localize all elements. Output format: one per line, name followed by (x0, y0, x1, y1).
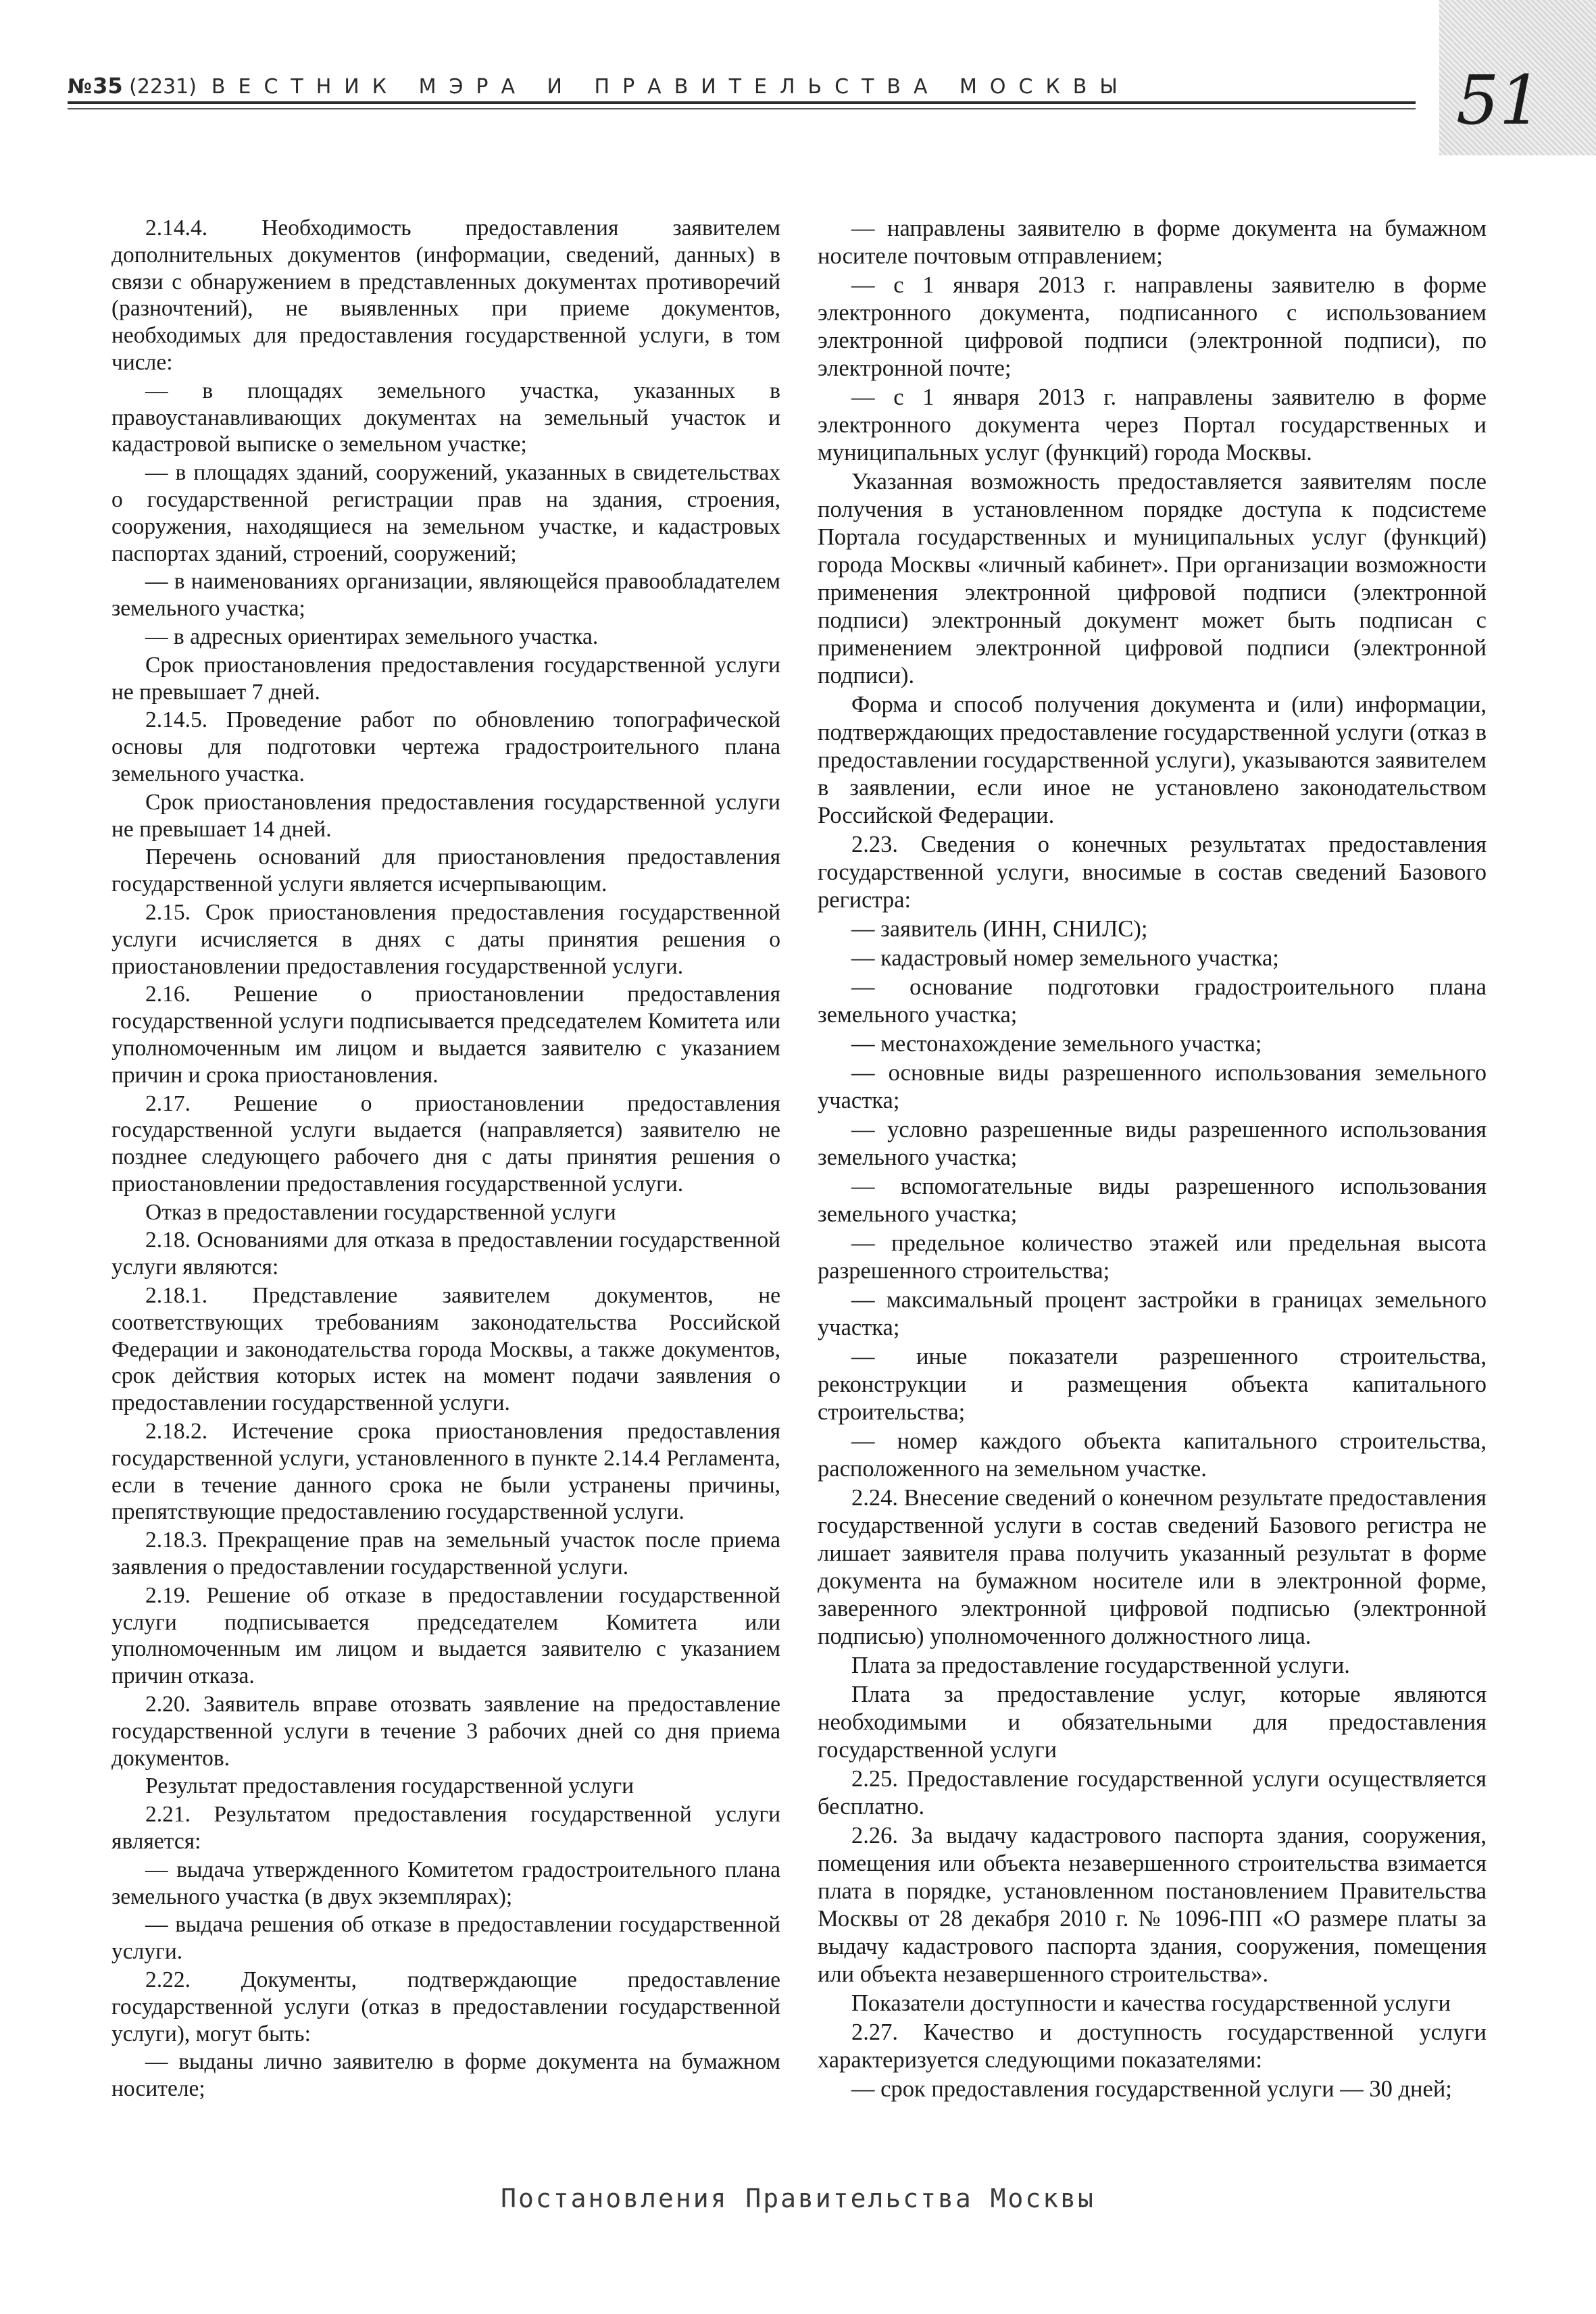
right-column (818, 215, 1487, 2105)
header-rule-thin (68, 108, 1416, 109)
paragraph: 2.14.4. Необходимость предоставления заявителем дополнительных документов (информации, сведений, данных) в связи с обнаружением в представленных документах противоречий (разночтений), не выявленных при приеме документов, необходимых для предоставления государственной услуги, в том числе: (111, 216, 780, 375)
paragraph: 2.23. Сведения о конечных результатах предоставления государственной услуги, вносимые в состав сведений Базового регистра: (818, 832, 1487, 913)
issue-number: 35 (93, 73, 123, 99)
paragraph: — заявитель (ИНН, СНИЛС); (851, 916, 1148, 942)
paragraph: — условно разрешенные виды разрешенного использования земельного участка; (818, 1117, 1487, 1170)
paragraph: — выданы лично заявителю в форме документа на бумажном носителе; (111, 2049, 780, 2102)
paragraph: 2.19. Решение об отказе в предоставлении государственной услуги подписывается председателем Комитета или уполномоченным им лицом и выдается заявителю с указанием причин отказа. (111, 1582, 780, 1689)
paragraph: 2.20. Заявитель вправе отозвать заявление на предоставление государственной услуги в течение 3 рабочих дней со дня приема документов. (111, 1692, 780, 1771)
paragraph: Перечень оснований для приостановления предоставления государственной услуги является исчерпывающим. (111, 845, 780, 897)
paragraph: 2.24. Внесение сведений о конечном результате предоставления государственной услуги в состав сведений Базового регистра не лишает заявителя права получить указанный результат в форме документа на бумажном носителе или в электронной форме, заверенного электронной цифровой подписью (электронной подписью) уполномоченного должностного лица. (818, 1485, 1487, 1649)
paragraph: 2.14.5. Проведение работ по обновлению топографической основы для подготовки чертежа градостроительного плана земельного участка. (111, 707, 780, 786)
paragraph: 2.25. Предоставление государственной услуги осуществляется бесплатно. (818, 1766, 1487, 1819)
left-column (111, 215, 780, 2104)
paragraph: — максимальный процент застройки в границах земельного участка; (818, 1287, 1487, 1340)
paragraph: Указанная возможность предоставляется заявителям после получения в установленном порядке доступа к подсистеме Портала государственных и муниципальных услуг (функций) города Москвы «личный кабинет». При организации возможности применения электронной цифровой подписи (электронной подписи) электронный документ может быть подписан с применением электронной цифровой подписи (электронной подписи). (818, 469, 1487, 688)
paragraph: — с 1 января 2013 г. направлены заявителю в форме электронного документа, подписанного с использованием электронной цифровой подписи (электронной подписи), по электронной почте; (818, 272, 1487, 381)
issue-total: (2231) (122, 75, 197, 99)
paragraph: Показатели доступности и качества государственной услуги (851, 1990, 1451, 2016)
paragraph: 2.16. Решение о приостановлении предоставления государственной услуги подписывается председателем Комитета или уполномоченным им лицом и выдается заявителю с указанием причин и срока приостановления. (111, 982, 780, 1088)
issue-prefix: № (68, 75, 93, 99)
page-footer: Постановления Правительства Москвы (501, 2184, 1095, 2213)
paragraph: — иные показатели разрешенного строительства, реконструкции и размещения объекта капитального строительства; (818, 1344, 1487, 1425)
paragraph: — вспомогательные виды разрешенного использования земельного участка; (818, 1174, 1487, 1227)
paragraph: 2.26. За выдачу кадастрового паспорта здания, сооружения, помещения или объекта незавершенного строительства взимается плата в порядке, установленном постановлением Правительства Москвы от 28 декабря 2010 г. № 1096-ПП «О размере платы за выдачу кадастрового паспорта здания, сооружения, помещения или объекта незавершенного строительства». (818, 1823, 1487, 1987)
paragraph: Плата за предоставление государственной услуги. (851, 1653, 1350, 1678)
paragraph: — срок предоставления государственной услуги — 30 дней; (851, 2076, 1452, 2102)
paragraph: 2.15. Срок приостановления предоставления государственной услуги исчисляется в днях с даты принятия решения о приостановлении предоставления государственной услуги. (111, 899, 780, 979)
paragraph: Плата за предоставление услуг, которые являются необходимыми и обязательными для предоставления государственной услуги (818, 1682, 1487, 1763)
header-line (68, 73, 1130, 99)
paragraph: 2.27. Качество и доступность государственной услуги характеризуется следующими показателями: (818, 2019, 1487, 2073)
paragraph: Отказ в предоставлении государственной услуги (145, 1199, 616, 1225)
paragraph: — с 1 января 2013 г. направлены заявителю в форме электронного документа через Портал государственных и муниципальных услуг (функций) города Москвы. (818, 384, 1487, 466)
paragraph: — выдача решения об отказе в предоставлении государственной услуги. (111, 1912, 780, 1965)
paragraph: — выдача утвержденного Комитетом градостроительного плана земельного участка (в двух экземплярах); (111, 1857, 780, 1909)
header-rule (68, 101, 1416, 104)
paragraph: 2.21. Результатом предоставления государственной услуги является: (111, 1802, 780, 1855)
paragraph: — основные виды разрешенного использования земельного участка; (818, 1060, 1487, 1113)
paragraph: — номер каждого объекта капитального строительства, расположенного на земельном участке. (818, 1428, 1487, 1482)
paragraph: — в площадях зданий, сооружений, указанных в свидетельствах о государственной регистрации прав на здания, строения, сооружения, находящиеся на земельном участке, и кадастровых паспортах зданий, строений, сооружений; (111, 460, 780, 566)
paragraph: — основание подготовки градостроительного плана земельного участка; (818, 974, 1487, 1028)
page-number: 51 (1456, 61, 1543, 140)
paragraph: Результат предоставления государственной услуги (145, 1774, 634, 1799)
paragraph: 2.18.1. Представление заявителем документов, не соответствующих требованиям законодательства Российской Федерации и законодательства города Москвы, а также документов, срок действия которых истек на момент подачи заявления о предоставлении государственной услуги. (111, 1283, 780, 1416)
paragraph: — в адресных ориентирах земельного участка. (145, 624, 599, 649)
paragraph: — предельное количество этажей или предельная высота разрешенного строительства; (818, 1230, 1487, 1284)
paragraph: 2.18.2. Истечение срока приостановления предоставления государственной услуги, установленного в пункте 2.14.4 Регламента, если в течение данного срока не были устранены причины, препятствующие предоставлению государственной услуги. (111, 1419, 780, 1525)
paragraph: — в наименованиях организации, являющейся правообладателем земельного участка; (111, 569, 780, 622)
paragraph: Срок приостановления предоставления государственной услуги не превышает 7 дней. (111, 652, 780, 705)
paragraph: 2.17. Решение о приостановлении предоставления государственной услуги выдается (направляется) заявителю не позднее следующего рабочего дня с даты принятия решения о приостановлении предоставления государственной услуги. (111, 1090, 780, 1197)
paragraph: — направлены заявителю в форме документа на бумажном носителе почтовым отправлением; (818, 216, 1487, 269)
paragraph: Форма и способ получения документа и (или) информации, подтверждающих предоставление государственной услуги (отказ в предоставлении государственной услуги), указываются заявителем в заявлении, если иное не установлено законодательством Российской Федерации. (818, 692, 1487, 828)
paragraph: — местонахождение земельного участка; (851, 1031, 1262, 1057)
page-header (68, 59, 1419, 114)
paragraph: 2.18.3. Прекращение прав на земельный участок после приема заявления о предоставлении государственной услуги. (111, 1528, 780, 1580)
publication-title: ВЕСТНИК МЭРА И ПРАВИТЕЛЬСТВА МОСКВЫ (211, 75, 1130, 99)
paragraph: — в площадях земельного участка, указанных в правоустанавливающих документах на земельный участок и кадастровой выписке о земельном участке; (111, 378, 780, 457)
paragraph: — кадастровый номер земельного участка; (851, 945, 1279, 971)
paragraph: Срок приостановления предоставления государственной услуги не превышает 14 дней. (111, 789, 780, 842)
paragraph: 2.18. Основаниями для отказа в предоставлении государственной услуги являются: (111, 1228, 780, 1280)
paragraph: 2.22. Документы, подтверждающие предоставление государственной услуги (отказ в предоставлении государственной услуги), могут быть: (111, 1967, 780, 2046)
